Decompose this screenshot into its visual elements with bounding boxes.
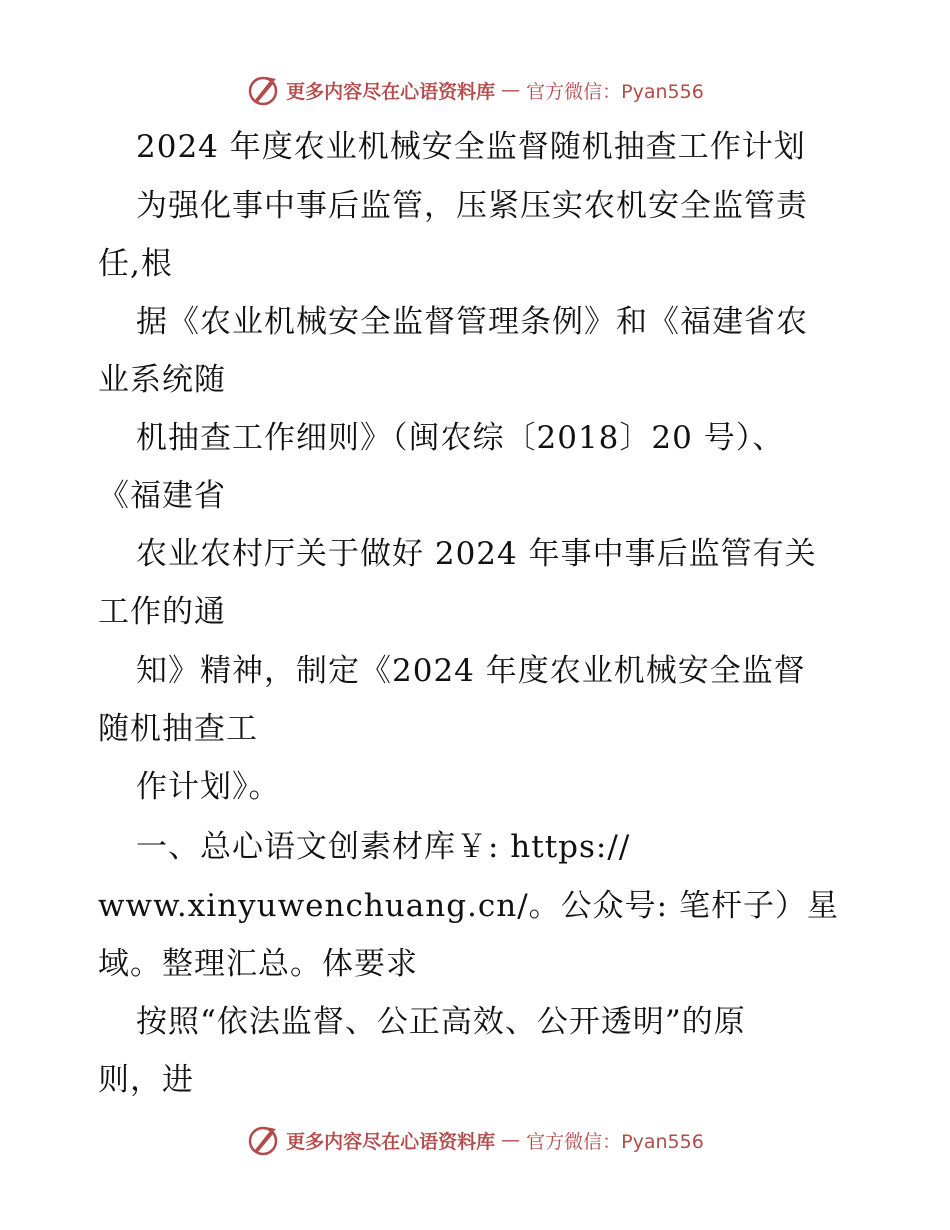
header-banner-content: [246, 73, 704, 107]
section-heading-line: 一、总心语文创素材库￥: https://: [136, 829, 631, 865]
paragraph-line: 《福建省: [98, 478, 226, 514]
paragraph-line: www.xinyuwenchuang.cn/。公众号: 笔杆子）星: [98, 888, 839, 924]
paragraph-line: 随机抽查工: [98, 711, 258, 747]
paragraph-line: 农业农村厅关于做好 2024 年事中事后监管有关: [136, 536, 817, 572]
header-dash: —: [501, 79, 521, 101]
paragraph-line: 业系统随: [98, 362, 226, 398]
paragraph-line: 工作的通: [98, 594, 226, 630]
paragraph-line: 域。整理汇总。体要求: [98, 946, 418, 982]
quill-pen-circle-icon: [246, 73, 280, 107]
paragraph-line: 机抽查工作细则》（闽农综〔2018〕20 号）、: [136, 420, 785, 456]
paragraph-line: 据《农业机械安全监督管理条例》和《福建省农: [136, 304, 808, 340]
header-site-name: 更多内容尽在心语资料库: [286, 80, 496, 103]
paragraph-line: 任,根: [98, 246, 173, 282]
footer-banner-content: [246, 1123, 704, 1157]
document-title: 2024 年度农业机械安全监督随机抽查工作计划: [136, 129, 806, 165]
footer-site-name: 更多内容尽在心语资料库: [286, 1130, 496, 1153]
footer-wechat-id: 官方微信：Pyan556: [526, 1130, 704, 1153]
header-banner: [0, 70, 950, 110]
quill-pen-circle-icon: [246, 1123, 280, 1157]
paragraph-line: 知》精神，制定《2024 年度农业机械安全监督: [136, 653, 806, 689]
paragraph-line: 为强化事中事后监管，压紧压实农机安全监管责: [136, 188, 808, 224]
header-wechat-id: 官方微信：Pyan556: [526, 80, 704, 103]
paragraph-line: 则，进: [98, 1062, 194, 1098]
footer-banner: [0, 1120, 950, 1160]
paragraph-line: 按照“依法监督、公正高效、公开透明”的原: [136, 1004, 746, 1040]
paragraph-line: 作计划》。: [136, 769, 281, 805]
footer-dash: —: [501, 1129, 521, 1151]
